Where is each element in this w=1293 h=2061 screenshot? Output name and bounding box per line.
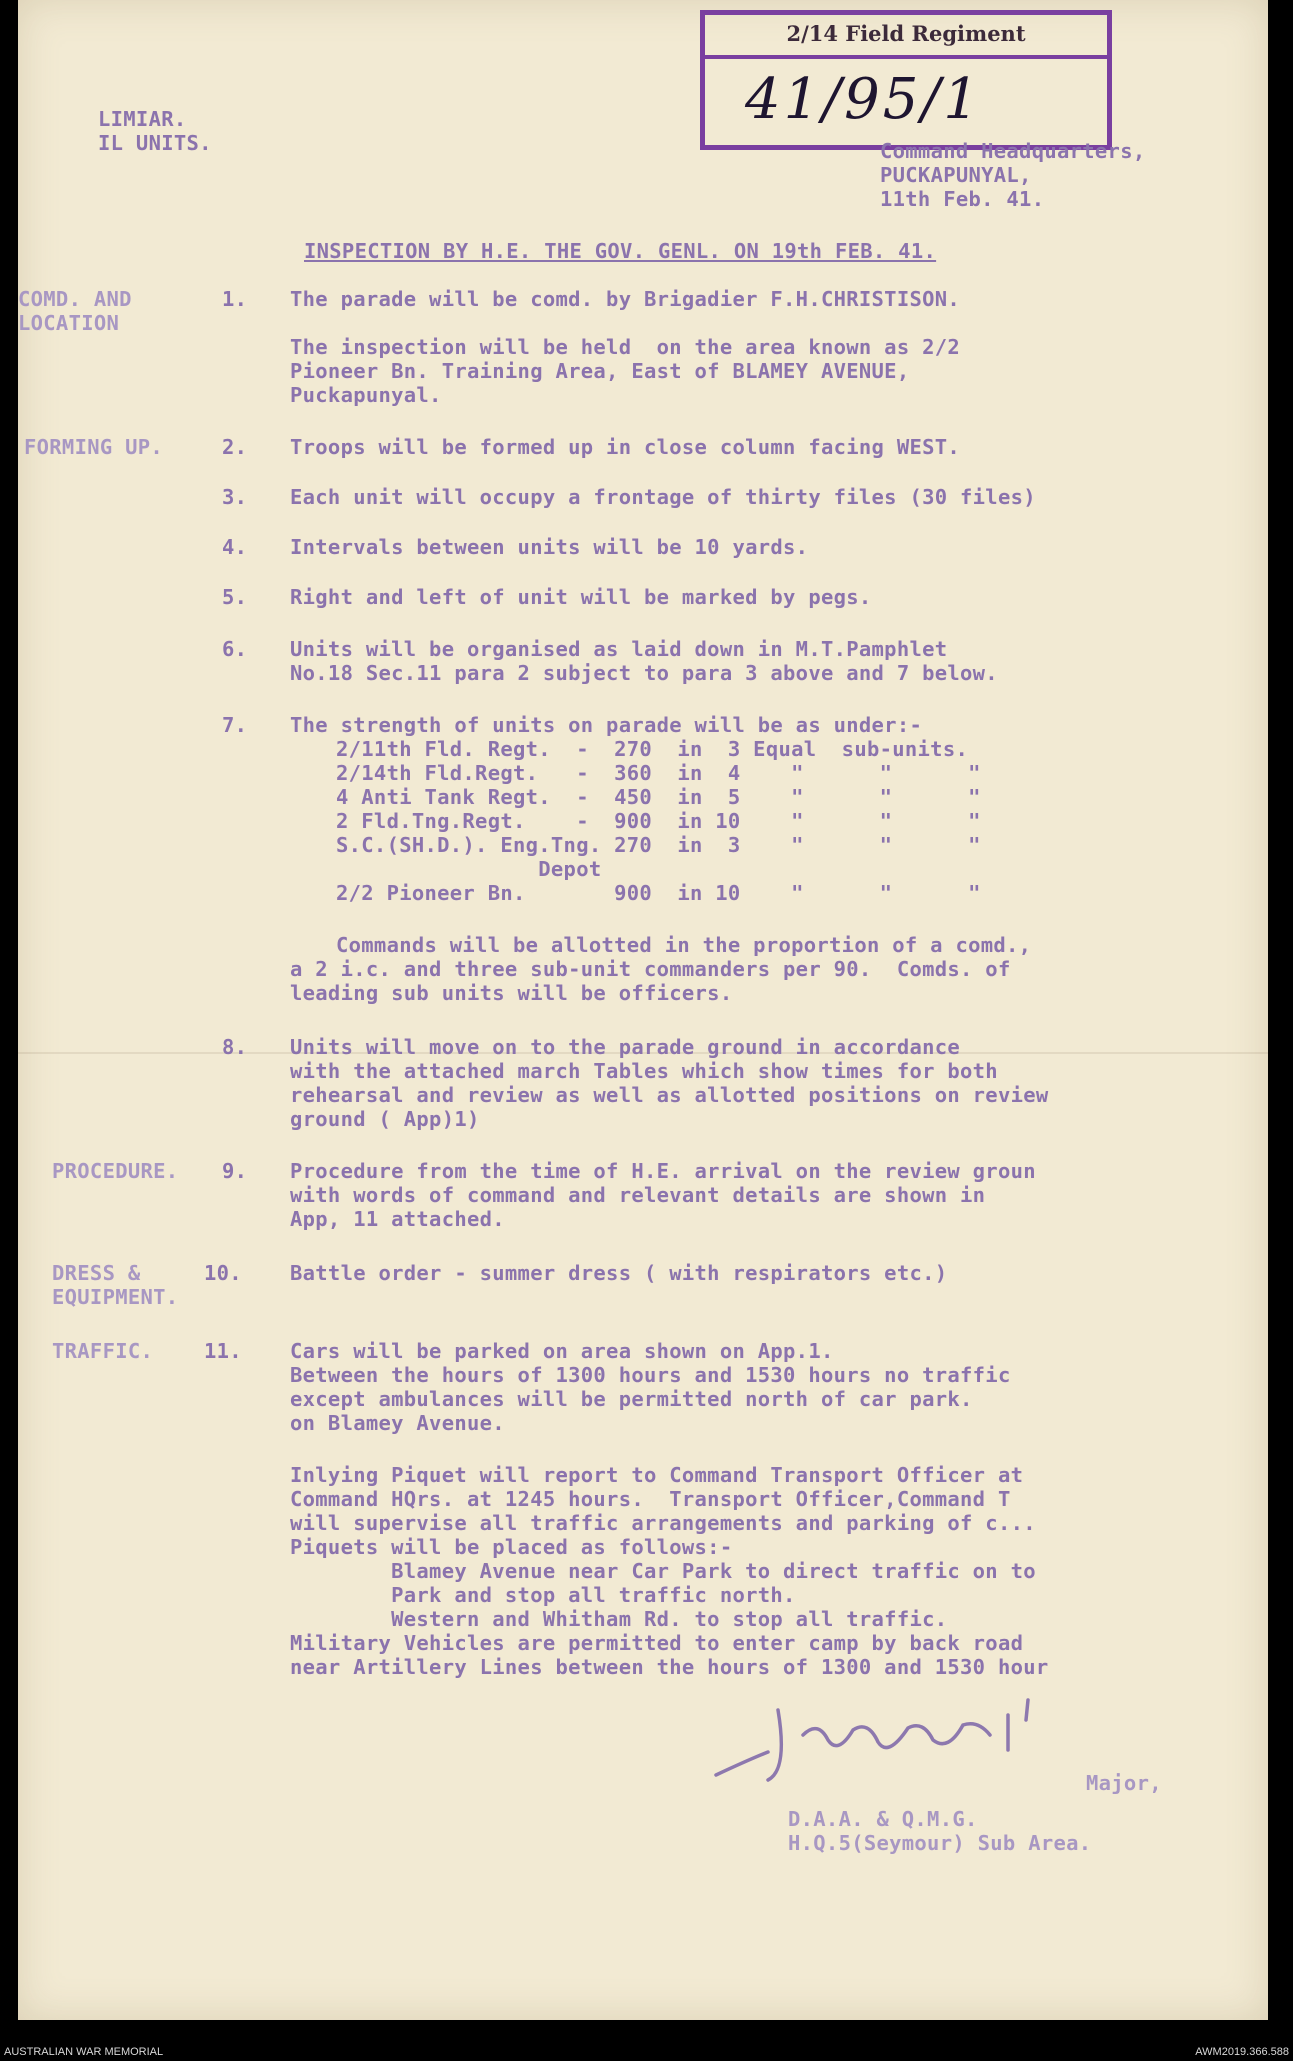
para-number: 5. bbox=[222, 585, 248, 609]
para-11b-line: Western and Whitham Rd. to stop all traffic. bbox=[290, 1607, 948, 1631]
para-number: 9. bbox=[222, 1159, 248, 1183]
heading-dress-1: DRESS & bbox=[52, 1261, 141, 1285]
para-10-text: Battle order - summer dress ( with respirators etc.) bbox=[290, 1261, 948, 1285]
para-number: 4. bbox=[222, 535, 248, 559]
para-number: 3. bbox=[222, 485, 248, 509]
origin-line-2: PUCKAPUNYAL, bbox=[880, 163, 1032, 187]
origin-date: 11th Feb. 41. bbox=[880, 187, 1045, 211]
circulation-line-2: IL UNITS. bbox=[98, 131, 212, 155]
heading-dress-2: EQUIPMENT. bbox=[52, 1285, 179, 1309]
strength-row: 2/11th Fld. Regt. - 270 in 3 Equal sub-units. bbox=[336, 737, 969, 761]
archive-reference: AWM2019.366.588 bbox=[1195, 2046, 1289, 2058]
para-number: 8. bbox=[222, 1035, 248, 1059]
origin-line-1: Command Headquarters, bbox=[880, 139, 1146, 163]
strength-row: 2/2 Pioneer Bn. 900 in 10 " " " bbox=[336, 881, 981, 905]
para-7-note-line: Commands will be allotted in the proportion of a comd., bbox=[336, 933, 1032, 957]
strength-row: 2 Fld.Tng.Regt. - 900 in 10 " " " bbox=[336, 809, 981, 833]
para-7-note-line: a 2 i.c. and three sub-unit commanders per 90. Comds. of bbox=[290, 957, 1011, 981]
para-11b-line: will supervise all traffic arrangements and parking of c... bbox=[290, 1511, 1036, 1535]
para-2-text: Troops will be formed up in close column facing WEST. bbox=[290, 435, 961, 459]
para-1b-line: The inspection will be held on the area known as 2/2 bbox=[290, 335, 961, 359]
para-number: 7. bbox=[222, 713, 248, 737]
para-number: 2. bbox=[222, 435, 248, 459]
para-11-line: Between the hours of 1300 hours and 1530 hours no traffic bbox=[290, 1363, 1011, 1387]
para-11b-line: near Artillery Lines between the hours of 1300 and 1530 hour bbox=[290, 1655, 1049, 1679]
para-11b-line: Piquets will be placed as follows:- bbox=[290, 1535, 733, 1559]
para-11-line: Cars will be parked on area shown on App.1. bbox=[290, 1339, 834, 1363]
strength-row: 4 Anti Tank Regt. - 450 in 5 " " " bbox=[336, 785, 981, 809]
para-8-line: rehearsal and review as well as allotted positions on review bbox=[290, 1083, 1049, 1107]
para-1-text: The parade will be comd. by Brigadier F.H.CHRISTISON. bbox=[290, 287, 961, 311]
para-11b-line: Blamey Avenue near Car Park to direct traffic on to bbox=[290, 1559, 1036, 1583]
heading-comd-1: COMD. AND bbox=[18, 287, 132, 311]
para-11b-line: Military Vehicles are permitted to enter camp by back road bbox=[290, 1631, 1024, 1655]
para-1b-line: Puckapunyal. bbox=[290, 383, 442, 407]
strength-row: Depot bbox=[336, 857, 602, 881]
para-7-note-line: leading sub units will be officers. bbox=[290, 981, 733, 1005]
para-11b-line: Inlying Piquet will report to Command Transport Officer at bbox=[290, 1463, 1024, 1487]
para-8-line: ground ( App)1) bbox=[290, 1107, 480, 1131]
para-8-line: Units will move on to the parade ground in accordance bbox=[290, 1035, 961, 1059]
para-number: 10. bbox=[204, 1261, 242, 1285]
stamp-unit-name: 2/14 Field Regiment bbox=[786, 21, 1026, 46]
signatory-office-2: H.Q.5(Seymour) Sub Area. bbox=[788, 1831, 1092, 1855]
para-5-text: Right and left of unit will be marked by pegs. bbox=[290, 585, 872, 609]
para-11-line: except ambulances will be permitted north of car park. bbox=[290, 1387, 973, 1411]
para-1b-line: Pioneer Bn. Training Area, East of BLAMEY AVENUE, bbox=[290, 359, 910, 383]
para-11-line: on Blamey Avenue. bbox=[290, 1411, 505, 1435]
para-number: 11. bbox=[204, 1339, 242, 1363]
para-6-line: No.18 Sec.11 para 2 subject to para 3 above and 7 below. bbox=[290, 661, 998, 685]
para-7-text: The strength of units on parade will be as under:- bbox=[290, 713, 923, 737]
strength-row: S.C.(SH.D.). Eng.Tng. 270 in 3 " " " bbox=[336, 833, 981, 857]
strength-row: 2/14th Fld.Regt. - 360 in 4 " " " bbox=[336, 761, 981, 785]
para-9-line: App, 11 attached. bbox=[290, 1207, 505, 1231]
handwritten-signature bbox=[708, 1680, 1128, 1790]
para-number: 6. bbox=[222, 637, 248, 661]
document-title: INSPECTION BY H.E. THE GOV. GENL. ON 19th FEB. 41. bbox=[304, 239, 937, 263]
heading-comd-2: LOCATION bbox=[18, 311, 120, 335]
signatory-rank: Major, bbox=[1086, 1771, 1162, 1795]
para-11b-line: Park and stop all traffic north. bbox=[290, 1583, 796, 1607]
stamp-handwritten-number: 41/95/1 bbox=[745, 67, 982, 132]
para-9-line: Procedure from the time of H.E. arrival on the review groun bbox=[290, 1159, 1036, 1183]
para-4-text: Intervals between units will be 10 yards. bbox=[290, 535, 809, 559]
heading-procedure: PROCEDURE. bbox=[52, 1159, 179, 1183]
para-6-line: Units will be organised as laid down in M.T.Pamphlet bbox=[290, 637, 948, 661]
circulation-line-1: LIMIAR. bbox=[98, 107, 187, 131]
document-page bbox=[18, 0, 1268, 2020]
para-8-line: with the attached march Tables which show times for both bbox=[290, 1059, 998, 1083]
para-number: 1. bbox=[222, 287, 248, 311]
para-9-line: with words of command and relevant details are shown in bbox=[290, 1183, 986, 1207]
heading-forming-up: FORMING UP. bbox=[24, 435, 164, 459]
unit-stamp bbox=[700, 10, 1112, 150]
stamp-divider bbox=[705, 55, 1107, 59]
para-3-text: Each unit will occupy a frontage of thirty files (30 files) bbox=[290, 485, 1036, 509]
heading-traffic: TRAFFIC. bbox=[52, 1339, 154, 1363]
signatory-office-1: D.A.A. & Q.M.G. bbox=[788, 1807, 978, 1831]
para-11b-line: Command HQrs. at 1245 hours. Transport Officer,Command T bbox=[290, 1487, 1011, 1511]
archive-credit: AUSTRALIAN WAR MEMORIAL bbox=[4, 2046, 164, 2058]
